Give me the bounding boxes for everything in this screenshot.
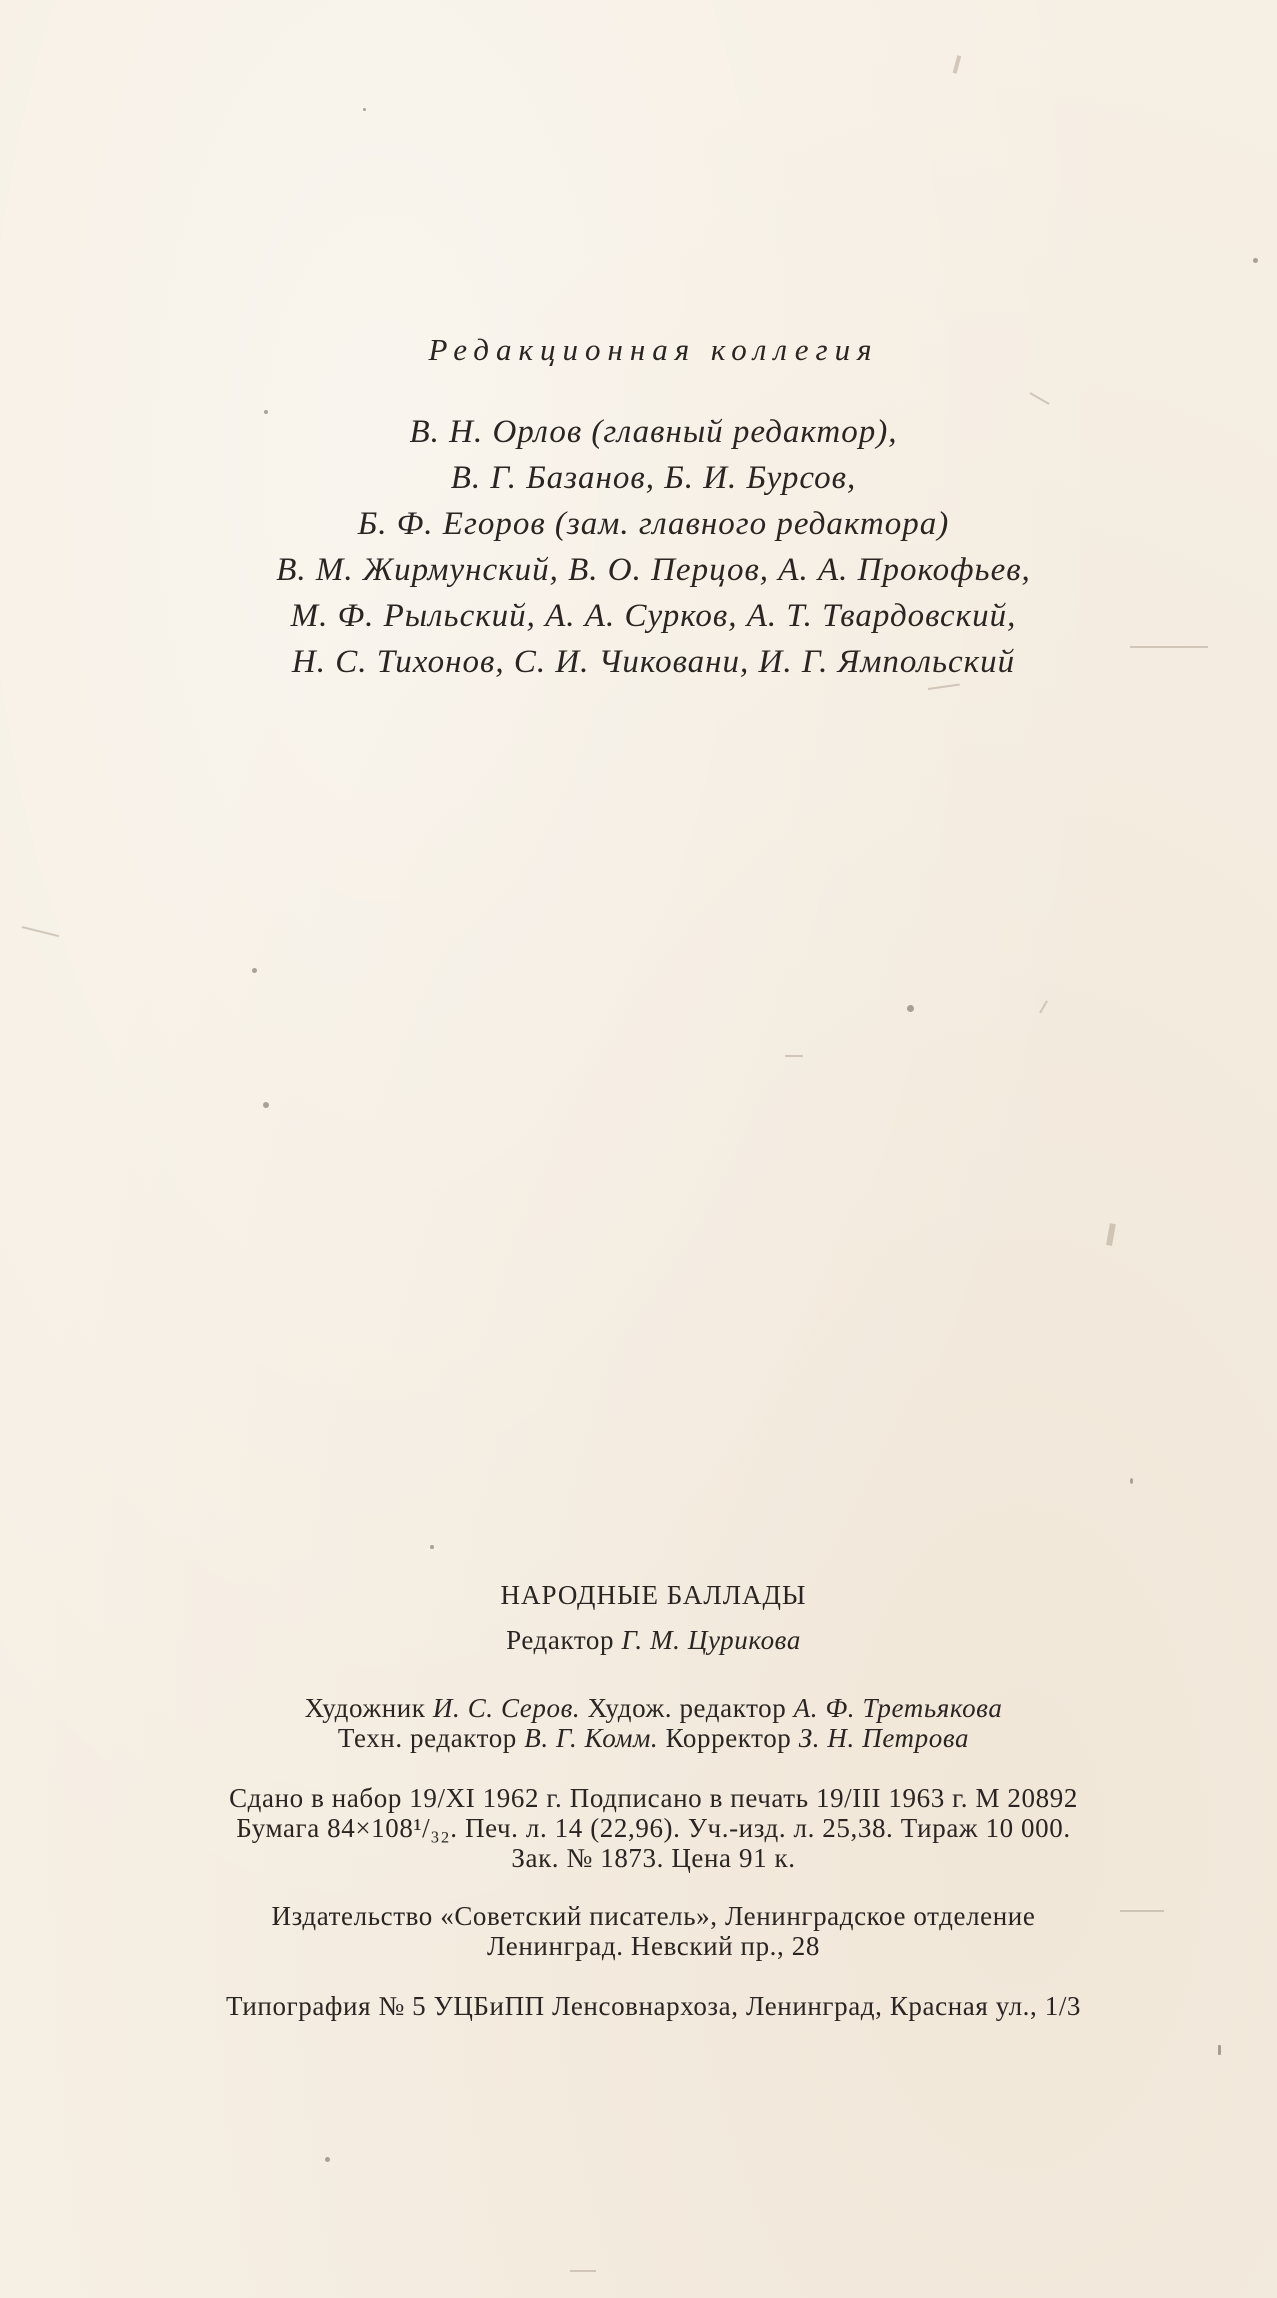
board-member-line: В. Н. Орлов (главный редактор), xyxy=(409,414,898,450)
printing-line: Сдано в набор 19/XI 1962 г. Подписано в печать 19/III 1963 г. М 20892 xyxy=(229,1783,1078,1813)
tech-editor-label: Техн. редактор xyxy=(337,1723,517,1753)
editorial-board-heading: Редакционная коллегия xyxy=(428,332,879,367)
art-editor-name: А. Ф. Третьякова xyxy=(793,1693,1003,1723)
artist-label: Художник xyxy=(304,1693,426,1723)
paper-fiber xyxy=(1030,392,1050,405)
paper-fiber xyxy=(570,2270,596,2272)
paper-speck xyxy=(263,1102,269,1108)
paper-fiber xyxy=(953,55,962,73)
board-member-line: Н. С. Тихонов, С. И. Чиковани, И. Г. Ямпольский xyxy=(291,644,1016,680)
board-member-line: М. Ф. Рыльский, А. А. Сурков, А. Т. Твардовский, xyxy=(290,598,1017,634)
board-member-line: В. М. Жирмунский, В. О. Перцов, А. А. Прокофьев, xyxy=(276,552,1031,588)
staff-credits xyxy=(0,1693,1277,1753)
paper-speck xyxy=(1253,258,1258,263)
board-member-line: Б. Ф. Егоров (зам. главного редактора) xyxy=(357,506,950,542)
paper-fiber xyxy=(1039,1000,1048,1013)
printer-line: Типография № 5 УЦБиПП Ленсовнархоза, Ленинград, Красная ул., 1/3 xyxy=(225,1991,1082,2021)
board-member-line: В. Г. Базанов, Б. И. Бурсов, xyxy=(450,460,857,496)
paper-speck xyxy=(363,108,366,111)
publisher-details xyxy=(0,1901,1277,1961)
editor-label: Редактор xyxy=(506,1625,615,1655)
paper-speck xyxy=(430,1545,434,1549)
colophon xyxy=(0,1580,1277,2021)
tech-editor-line xyxy=(0,1723,1277,1753)
proofreader-name: З. Н. Петрова xyxy=(798,1723,970,1753)
paper-fiber xyxy=(785,1055,803,1057)
editor-line xyxy=(0,1625,1277,1655)
paper-fiber xyxy=(1106,1223,1116,1246)
editorial-board-members xyxy=(0,409,1277,685)
publisher-line: Ленинград. Невский пр., 28 xyxy=(487,1931,820,1961)
art-editor-label: Худож. редактор xyxy=(587,1693,787,1723)
paper-speck xyxy=(252,968,257,973)
paper-speck xyxy=(1218,2045,1221,2055)
artist-line xyxy=(0,1693,1277,1723)
printing-details xyxy=(0,1783,1277,1873)
paper-speck xyxy=(907,1005,914,1012)
paper-speck xyxy=(325,2157,330,2162)
printing-line: Бумага 84×108¹/₃₂. Печ. л. 14 (22,96). Уч.-изд. л. 25,38. Тираж 10 000. xyxy=(236,1813,1071,1843)
editor-name: Г. М. Цурикова xyxy=(621,1625,801,1655)
printing-line: Зак. № 1873. Цена 91 к. xyxy=(511,1843,796,1873)
paper-speck xyxy=(1130,1478,1133,1484)
paper-fiber xyxy=(22,926,59,937)
publisher-line: Издательство «Советский писатель», Ленинградское отделение xyxy=(271,1901,1036,1931)
artist-name: И. С. Серов. xyxy=(432,1693,581,1723)
tech-editor-name: В. Г. Комм. xyxy=(524,1723,659,1753)
book-title: НАРОДНЫЕ БАЛЛАДЫ xyxy=(500,1580,807,1610)
proofreader-label: Корректор xyxy=(665,1723,792,1753)
